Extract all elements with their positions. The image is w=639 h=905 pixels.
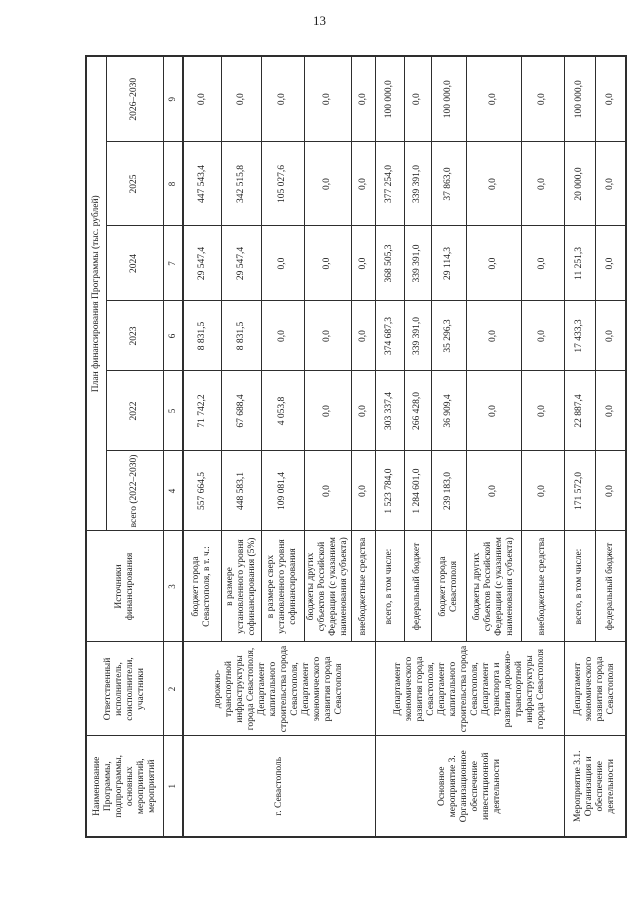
value-cell: 339 391,0 — [404, 301, 431, 371]
value-cell: 0,0 — [595, 451, 626, 531]
value-cell: 171 572,0 — [564, 451, 595, 531]
col-number: 7 — [163, 226, 183, 301]
value-cell: 0,0 — [351, 56, 375, 142]
value-cell: 0,0 — [304, 301, 351, 371]
source-cell: всего, в том числе: — [564, 531, 595, 642]
value-cell: 67 688,4 — [221, 371, 261, 451]
source-cell: федеральный бюджет — [404, 531, 431, 642]
value-cell: 0,0 — [595, 56, 626, 142]
value-cell: 22 887,4 — [564, 371, 595, 451]
value-cell: 109 081,4 — [261, 451, 304, 531]
source-cell: бюджеты других субъектов Российской Федерации (с указанием наименования субъекта) — [466, 531, 521, 642]
source-cell: в размере установленного уровня софинансирования (5%) — [221, 531, 261, 642]
value-cell: 0,0 — [521, 451, 564, 531]
source-cell: всего, в том числе: — [375, 531, 404, 642]
value-cell: 0,0 — [466, 56, 521, 142]
page-number: 13 — [313, 13, 326, 28]
rotated-table-container — [85, 57, 623, 838]
value-cell: 100 000,0 — [375, 56, 404, 142]
col-number: 8 — [163, 142, 183, 226]
value-cell: 8 831,5 — [183, 301, 221, 371]
source-cell: внебюджетные средства — [351, 531, 375, 642]
group-name-cell: Основное мероприятие 3. Организационное обеспечение инвестиционной деятельности — [375, 736, 564, 837]
value-cell: 303 337,4 — [375, 371, 404, 451]
value-cell: 100 000,0 — [431, 56, 466, 142]
value-cell: 0,0 — [261, 56, 304, 142]
value-cell: 374 687,3 — [375, 301, 404, 371]
value-cell: 239 183,0 — [431, 451, 466, 531]
value-cell: 11 251,3 — [564, 226, 595, 301]
value-cell: 0,0 — [351, 451, 375, 531]
value-cell: 377 254,0 — [375, 142, 404, 226]
header-year-2025: 2025 — [106, 142, 163, 226]
header-funding-sources: Источники финансирования — [86, 531, 163, 642]
value-cell: 4 053,8 — [261, 371, 304, 451]
col-number: 2 — [163, 642, 183, 736]
value-cell: 0,0 — [466, 371, 521, 451]
value-cell: 0,0 — [521, 56, 564, 142]
source-cell: бюджет города Севастополя — [431, 531, 466, 642]
financing-plan-table — [85, 55, 627, 838]
value-cell: 0,0 — [521, 142, 564, 226]
group-responsible-cell: Департамент экономического развития города Севастополя — [564, 642, 626, 736]
value-cell: 20 000,0 — [564, 142, 595, 226]
value-cell: 29 547,4 — [183, 226, 221, 301]
source-cell: федеральный бюджет — [595, 531, 626, 642]
source-cell: в размере сверх установленного уровня софинансирования — [261, 531, 304, 642]
value-cell: 35 296,3 — [431, 301, 466, 371]
value-cell: 0,0 — [595, 226, 626, 301]
value-cell: 0,0 — [261, 226, 304, 301]
value-cell: 0,0 — [351, 142, 375, 226]
value-cell: 29 547,4 — [221, 226, 261, 301]
value-cell: 0,0 — [595, 371, 626, 451]
value-cell: 29 114,3 — [431, 226, 466, 301]
group-responsible-cell: дорожно-транспортной инфраструктуры города Севастополя, Департамент капитального строительства города Севастополя, Департамент экономического развития города Севастополя — [183, 642, 375, 736]
value-cell: 0,0 — [304, 371, 351, 451]
value-cell: 0,0 — [261, 301, 304, 371]
value-cell: 105 027,6 — [261, 142, 304, 226]
value-cell: 8 831,5 — [221, 301, 261, 371]
value-cell: 0,0 — [183, 56, 221, 142]
source-cell: внебюджетные средства — [521, 531, 564, 642]
value-cell: 0,0 — [221, 56, 261, 142]
value-cell: 0,0 — [521, 371, 564, 451]
source-cell: бюджеты других субъектов Российской Федерации (с указанием наименования субъекта) — [304, 531, 351, 642]
value-cell: 0,0 — [304, 56, 351, 142]
group-responsible-cell: Департамент экономического развития города Севастополя, Департамент капитального строительства города Севастополя, Департамент транспорта и развития дорожно-транспортной инфраструктуры города Севастополя — [375, 642, 564, 736]
value-cell: 0,0 — [351, 301, 375, 371]
value-cell: 557 664,5 — [183, 451, 221, 531]
header-program-name: Наименование Программы, подпрограммы, основных мероприятий, мероприятий — [86, 736, 163, 837]
value-cell: 71 742,2 — [183, 371, 221, 451]
source-cell: бюджет города Севастополя, в т. ч.: — [183, 531, 221, 642]
value-cell: 0,0 — [304, 142, 351, 226]
header-year-total: всего (2022–2030) — [106, 451, 163, 531]
group-name-cell: Мероприятие 3.1. Организация и обеспечение деятельности — [564, 736, 626, 837]
value-cell: 0,0 — [521, 226, 564, 301]
value-cell: 0,0 — [304, 226, 351, 301]
value-cell: 0,0 — [521, 301, 564, 371]
value-cell: 0,0 — [304, 451, 351, 531]
value-cell: 0,0 — [595, 142, 626, 226]
col-number: 4 — [163, 451, 183, 531]
col-number: 6 — [163, 301, 183, 371]
value-cell: 339 391,0 — [404, 226, 431, 301]
value-cell: 0,0 — [595, 301, 626, 371]
value-cell: 342 515,8 — [221, 142, 261, 226]
group-name-cell: г. Севастополь — [183, 736, 375, 837]
col-number: 5 — [163, 371, 183, 451]
value-cell: 0,0 — [466, 142, 521, 226]
value-cell: 37 863,0 — [431, 142, 466, 226]
value-cell: 0,0 — [351, 226, 375, 301]
header-responsible: Ответственный исполнитель, соисполнители, участники — [86, 642, 163, 736]
value-cell: 17 433,3 — [564, 301, 595, 371]
header-plan-title: План финансирования Программы (тыс. рублей) — [86, 56, 106, 531]
header-year-2026-2030: 2026–2030 — [106, 56, 163, 142]
value-cell: 0,0 — [466, 226, 521, 301]
value-cell: 36 909,4 — [431, 371, 466, 451]
value-cell: 1 284 601,0 — [404, 451, 431, 531]
header-year-2023: 2023 — [106, 301, 163, 371]
value-cell: 339 391,0 — [404, 142, 431, 226]
header-year-2024: 2024 — [106, 226, 163, 301]
value-cell: 0,0 — [466, 451, 521, 531]
col-number: 3 — [163, 531, 183, 642]
value-cell: 447 543,4 — [183, 142, 221, 226]
col-number: 9 — [163, 56, 183, 142]
value-cell: 448 583,1 — [221, 451, 261, 531]
value-cell: 0,0 — [351, 371, 375, 451]
value-cell: 0,0 — [466, 301, 521, 371]
value-cell: 1 523 784,0 — [375, 451, 404, 531]
value-cell: 266 428,0 — [404, 371, 431, 451]
header-year-2022: 2022 — [106, 371, 163, 451]
value-cell: 100 000,0 — [564, 56, 595, 142]
value-cell: 0,0 — [404, 56, 431, 142]
col-number: 1 — [163, 736, 183, 837]
value-cell: 368 505,3 — [375, 226, 404, 301]
